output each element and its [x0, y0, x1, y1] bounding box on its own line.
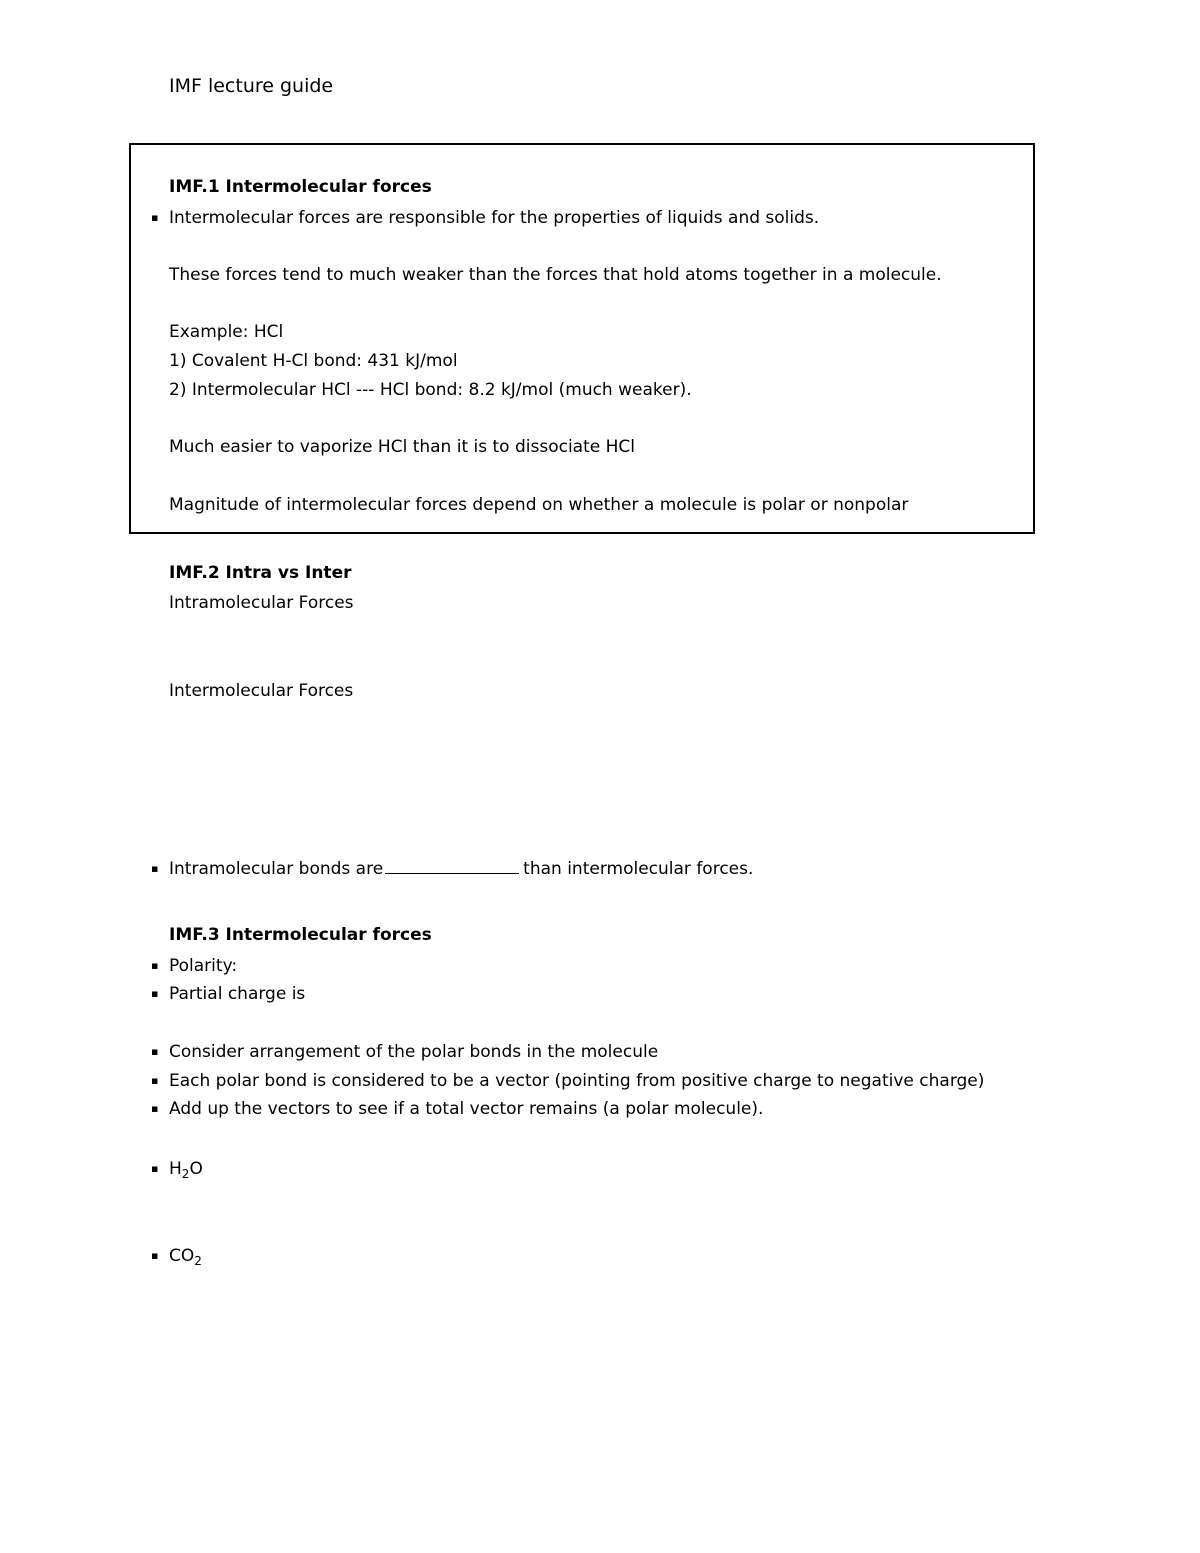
fill-in-blank [385, 859, 519, 874]
co2-co: CO [169, 1246, 195, 1266]
imf2-intramolecular-label: Intramolecular Forces [169, 593, 354, 613]
imf1-paragraph-weaker: These forces tend to much weaker than the forces that hold atoms together in a molecule. [169, 265, 942, 285]
bullet-icon: ▪ [151, 1102, 159, 1115]
bullet-icon: ▪ [151, 959, 159, 972]
imf3-co2 [169, 1245, 202, 1267]
bullet-icon: ▪ [151, 1162, 159, 1175]
imf2-fill-in-after: than intermolecular forces. [523, 859, 754, 879]
bullet-icon: ▪ [151, 1074, 159, 1087]
imf1-example-item-2: 2) Intermolecular HCl --- HCl bond: 8.2 kJ/mol (much weaker). [169, 380, 692, 400]
h2o-subscript: 2 [181, 1167, 190, 1181]
imf3-add-vectors: Add up the vectors to see if a total vector remains (a polar molecule). [169, 1099, 764, 1119]
bullet-icon: ▪ [151, 1249, 159, 1262]
imf1-example-label: Example: HCl [169, 322, 284, 342]
h2o-o: O [189, 1159, 203, 1179]
imf1-heading: IMF.1 Intermolecular forces [169, 177, 432, 197]
document-title: IMF lecture guide [169, 75, 334, 97]
h2o-h: H [169, 1159, 182, 1179]
imf1-bullet-text: Intermolecular forces are responsible for the properties of liquids and solids. [169, 208, 820, 228]
imf2-intermolecular-label: Intermolecular Forces [169, 681, 354, 701]
imf3-arrangement: Consider arrangement of the polar bonds in the molecule [169, 1042, 659, 1062]
imf3-vector: Each polar bond is considered to be a vector (pointing from positive charge to negative charge) [169, 1071, 985, 1091]
bullet-icon: ▪ [151, 211, 159, 224]
imf1-paragraph-magnitude: Magnitude of intermolecular forces depend on whether a molecule is polar or nonpolar [169, 495, 909, 515]
imf3-h2o [169, 1158, 203, 1180]
co2-subscript: 2 [194, 1254, 202, 1268]
imf3-partial-charge: Partial charge is [169, 984, 306, 1004]
imf2-fill-in-before: Intramolecular bonds are [169, 859, 384, 879]
bullet-icon: ▪ [151, 987, 159, 1000]
imf3-polarity: Polarity: [169, 956, 238, 976]
imf1-example-item-1: 1) Covalent H-Cl bond: 431 kJ/mol [169, 351, 458, 371]
imf3-heading: IMF.3 Intermolecular forces [169, 925, 432, 945]
imf2-heading: IMF.2 Intra vs Inter [169, 563, 352, 583]
bullet-icon: ▪ [151, 1045, 159, 1058]
bullet-icon: ▪ [151, 862, 159, 875]
imf2-fill-in-bullet [169, 858, 753, 880]
imf1-paragraph-vaporize: Much easier to vaporize HCl than it is to dissociate HCl [169, 437, 635, 457]
